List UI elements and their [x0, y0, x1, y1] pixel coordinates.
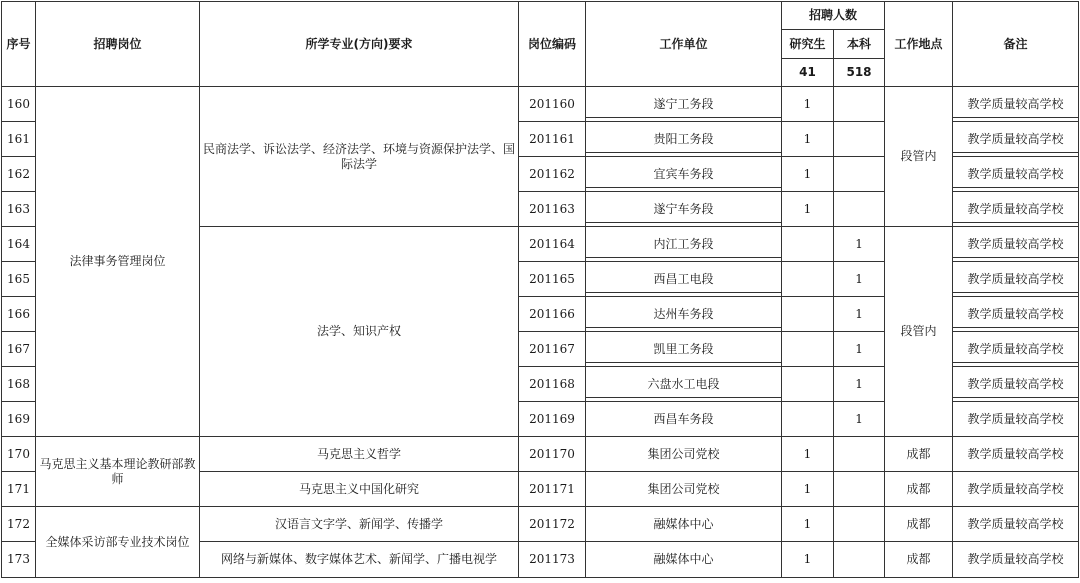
cell-unit: 内江工务段	[586, 227, 782, 262]
cell-code: 201173	[519, 542, 586, 578]
cell-major-legal-b: 法学、知识产权	[200, 227, 519, 437]
cell-seq: 162	[2, 157, 36, 192]
cell-major: 马克思主义哲学	[200, 437, 519, 472]
cell-remark: 教学质量较高学校	[953, 87, 1079, 122]
cell-unit: 凯里工务段	[586, 332, 782, 367]
cell-major: 网络与新媒体、数字媒体艺术、新闻学、广播电视学	[200, 542, 519, 578]
cell-grad	[782, 262, 834, 297]
cell-remark: 教学质量较高学校	[953, 402, 1079, 437]
cell-grad	[782, 227, 834, 262]
cell-unit: 宜宾车务段	[586, 157, 782, 192]
header-grad: 研究生	[782, 30, 834, 59]
cell-code: 201172	[519, 507, 586, 542]
cell-unit: 集团公司党校	[586, 472, 782, 507]
cell-unit: 集团公司党校	[586, 437, 782, 472]
cell-code: 201168	[519, 367, 586, 402]
cell-grad: 1	[782, 472, 834, 507]
cell-code: 201160	[519, 87, 586, 122]
cell-code: 201166	[519, 297, 586, 332]
cell-remark: 教学质量较高学校	[953, 192, 1079, 227]
header-headcount: 招聘人数	[782, 2, 885, 30]
cell-grad	[782, 297, 834, 332]
cell-code: 201165	[519, 262, 586, 297]
cell-remark: 教学质量较高学校	[953, 297, 1079, 332]
cell-remark: 教学质量较高学校	[953, 157, 1079, 192]
cell-seq: 168	[2, 367, 36, 402]
cell-bachelor	[834, 192, 885, 227]
cell-remark: 教学质量较高学校	[953, 542, 1079, 578]
table-row	[2, 507, 1079, 542]
cell-seq: 173	[2, 542, 36, 578]
header-position: 招聘岗位	[36, 2, 200, 87]
cell-position-marx: 马克思主义基本理论教研部教师	[36, 437, 200, 507]
cell-seq: 164	[2, 227, 36, 262]
cell-code: 201170	[519, 437, 586, 472]
cell-location: 成都	[885, 507, 953, 542]
cell-major: 汉语言文字学、新闻学、传播学	[200, 507, 519, 542]
cell-remark: 教学质量较高学校	[953, 122, 1079, 157]
cell-code: 201162	[519, 157, 586, 192]
cell-remark: 教学质量较高学校	[953, 507, 1079, 542]
header-remark: 备注	[953, 2, 1079, 87]
cell-remark: 教学质量较高学校	[953, 437, 1079, 472]
cell-code: 201163	[519, 192, 586, 227]
cell-unit: 遂宁车务段	[586, 192, 782, 227]
cell-code: 201169	[519, 402, 586, 437]
cell-unit: 贵阳工务段	[586, 122, 782, 157]
cell-remark: 教学质量较高学校	[953, 262, 1079, 297]
cell-remark: 教学质量较高学校	[953, 367, 1079, 402]
cell-location: 成都	[885, 542, 953, 578]
cell-bachelor: 1	[834, 262, 885, 297]
cell-grad	[782, 402, 834, 437]
cell-grad	[782, 332, 834, 367]
cell-grad: 1	[782, 122, 834, 157]
cell-bachelor: 1	[834, 367, 885, 402]
cell-unit: 遂宁工务段	[586, 87, 782, 122]
cell-bachelor	[834, 157, 885, 192]
cell-seq: 163	[2, 192, 36, 227]
cell-grad: 1	[782, 192, 834, 227]
cell-unit: 融媒体中心	[586, 507, 782, 542]
cell-remark: 教学质量较高学校	[953, 332, 1079, 367]
cell-code: 201164	[519, 227, 586, 262]
cell-location-b: 段管内	[885, 227, 953, 437]
cell-seq: 170	[2, 437, 36, 472]
cell-grad: 1	[782, 157, 834, 192]
cell-location: 成都	[885, 472, 953, 507]
cell-bachelor	[834, 472, 885, 507]
cell-grad	[782, 367, 834, 402]
cell-seq: 165	[2, 262, 36, 297]
cell-unit: 西昌工电段	[586, 262, 782, 297]
header-bachelor: 本科	[834, 30, 885, 59]
table-row	[2, 87, 1079, 122]
header-unit: 工作单位	[586, 2, 782, 87]
cell-seq: 169	[2, 402, 36, 437]
header-bachelor-total: 518	[834, 59, 885, 87]
cell-bachelor	[834, 122, 885, 157]
cell-location-a: 段管内	[885, 87, 953, 227]
header-location: 工作地点	[885, 2, 953, 87]
cell-bachelor	[834, 437, 885, 472]
cell-seq: 160	[2, 87, 36, 122]
header-grad-total: 41	[782, 59, 834, 87]
cell-major: 马克思主义中国化研究	[200, 472, 519, 507]
cell-grad: 1	[782, 87, 834, 122]
header-major: 所学专业(方向)要求	[200, 2, 519, 87]
cell-grad: 1	[782, 507, 834, 542]
cell-seq: 167	[2, 332, 36, 367]
cell-remark: 教学质量较高学校	[953, 472, 1079, 507]
cell-bachelor: 1	[834, 227, 885, 262]
cell-bachelor	[834, 542, 885, 578]
cell-code: 201161	[519, 122, 586, 157]
cell-unit: 六盘水工电段	[586, 367, 782, 402]
table-row	[2, 437, 1079, 472]
header-code: 岗位编码	[519, 2, 586, 87]
cell-code: 201167	[519, 332, 586, 367]
cell-bachelor: 1	[834, 402, 885, 437]
cell-remark: 教学质量较高学校	[953, 227, 1079, 262]
table-header	[2, 2, 1079, 87]
cell-bachelor: 1	[834, 297, 885, 332]
cell-bachelor	[834, 507, 885, 542]
cell-position-media: 全媒体采访部专业技术岗位	[36, 507, 200, 578]
cell-seq: 171	[2, 472, 36, 507]
cell-seq: 161	[2, 122, 36, 157]
cell-bachelor: 1	[834, 332, 885, 367]
cell-unit: 达州车务段	[586, 297, 782, 332]
cell-code: 201171	[519, 472, 586, 507]
cell-major-legal-a: 民商法学、诉讼法学、经济法学、环境与资源保护法学、国际法学	[200, 87, 519, 227]
cell-grad: 1	[782, 437, 834, 472]
table-body	[2, 87, 1079, 578]
header-seq: 序号	[2, 2, 36, 87]
cell-seq: 166	[2, 297, 36, 332]
cell-bachelor	[834, 87, 885, 122]
cell-unit: 西昌车务段	[586, 402, 782, 437]
cell-seq: 172	[2, 507, 36, 542]
cell-grad: 1	[782, 542, 834, 578]
cell-position-legal: 法律事务管理岗位	[36, 87, 200, 437]
recruitment-table	[1, 1, 1079, 578]
cell-unit: 融媒体中心	[586, 542, 782, 578]
cell-location: 成都	[885, 437, 953, 472]
